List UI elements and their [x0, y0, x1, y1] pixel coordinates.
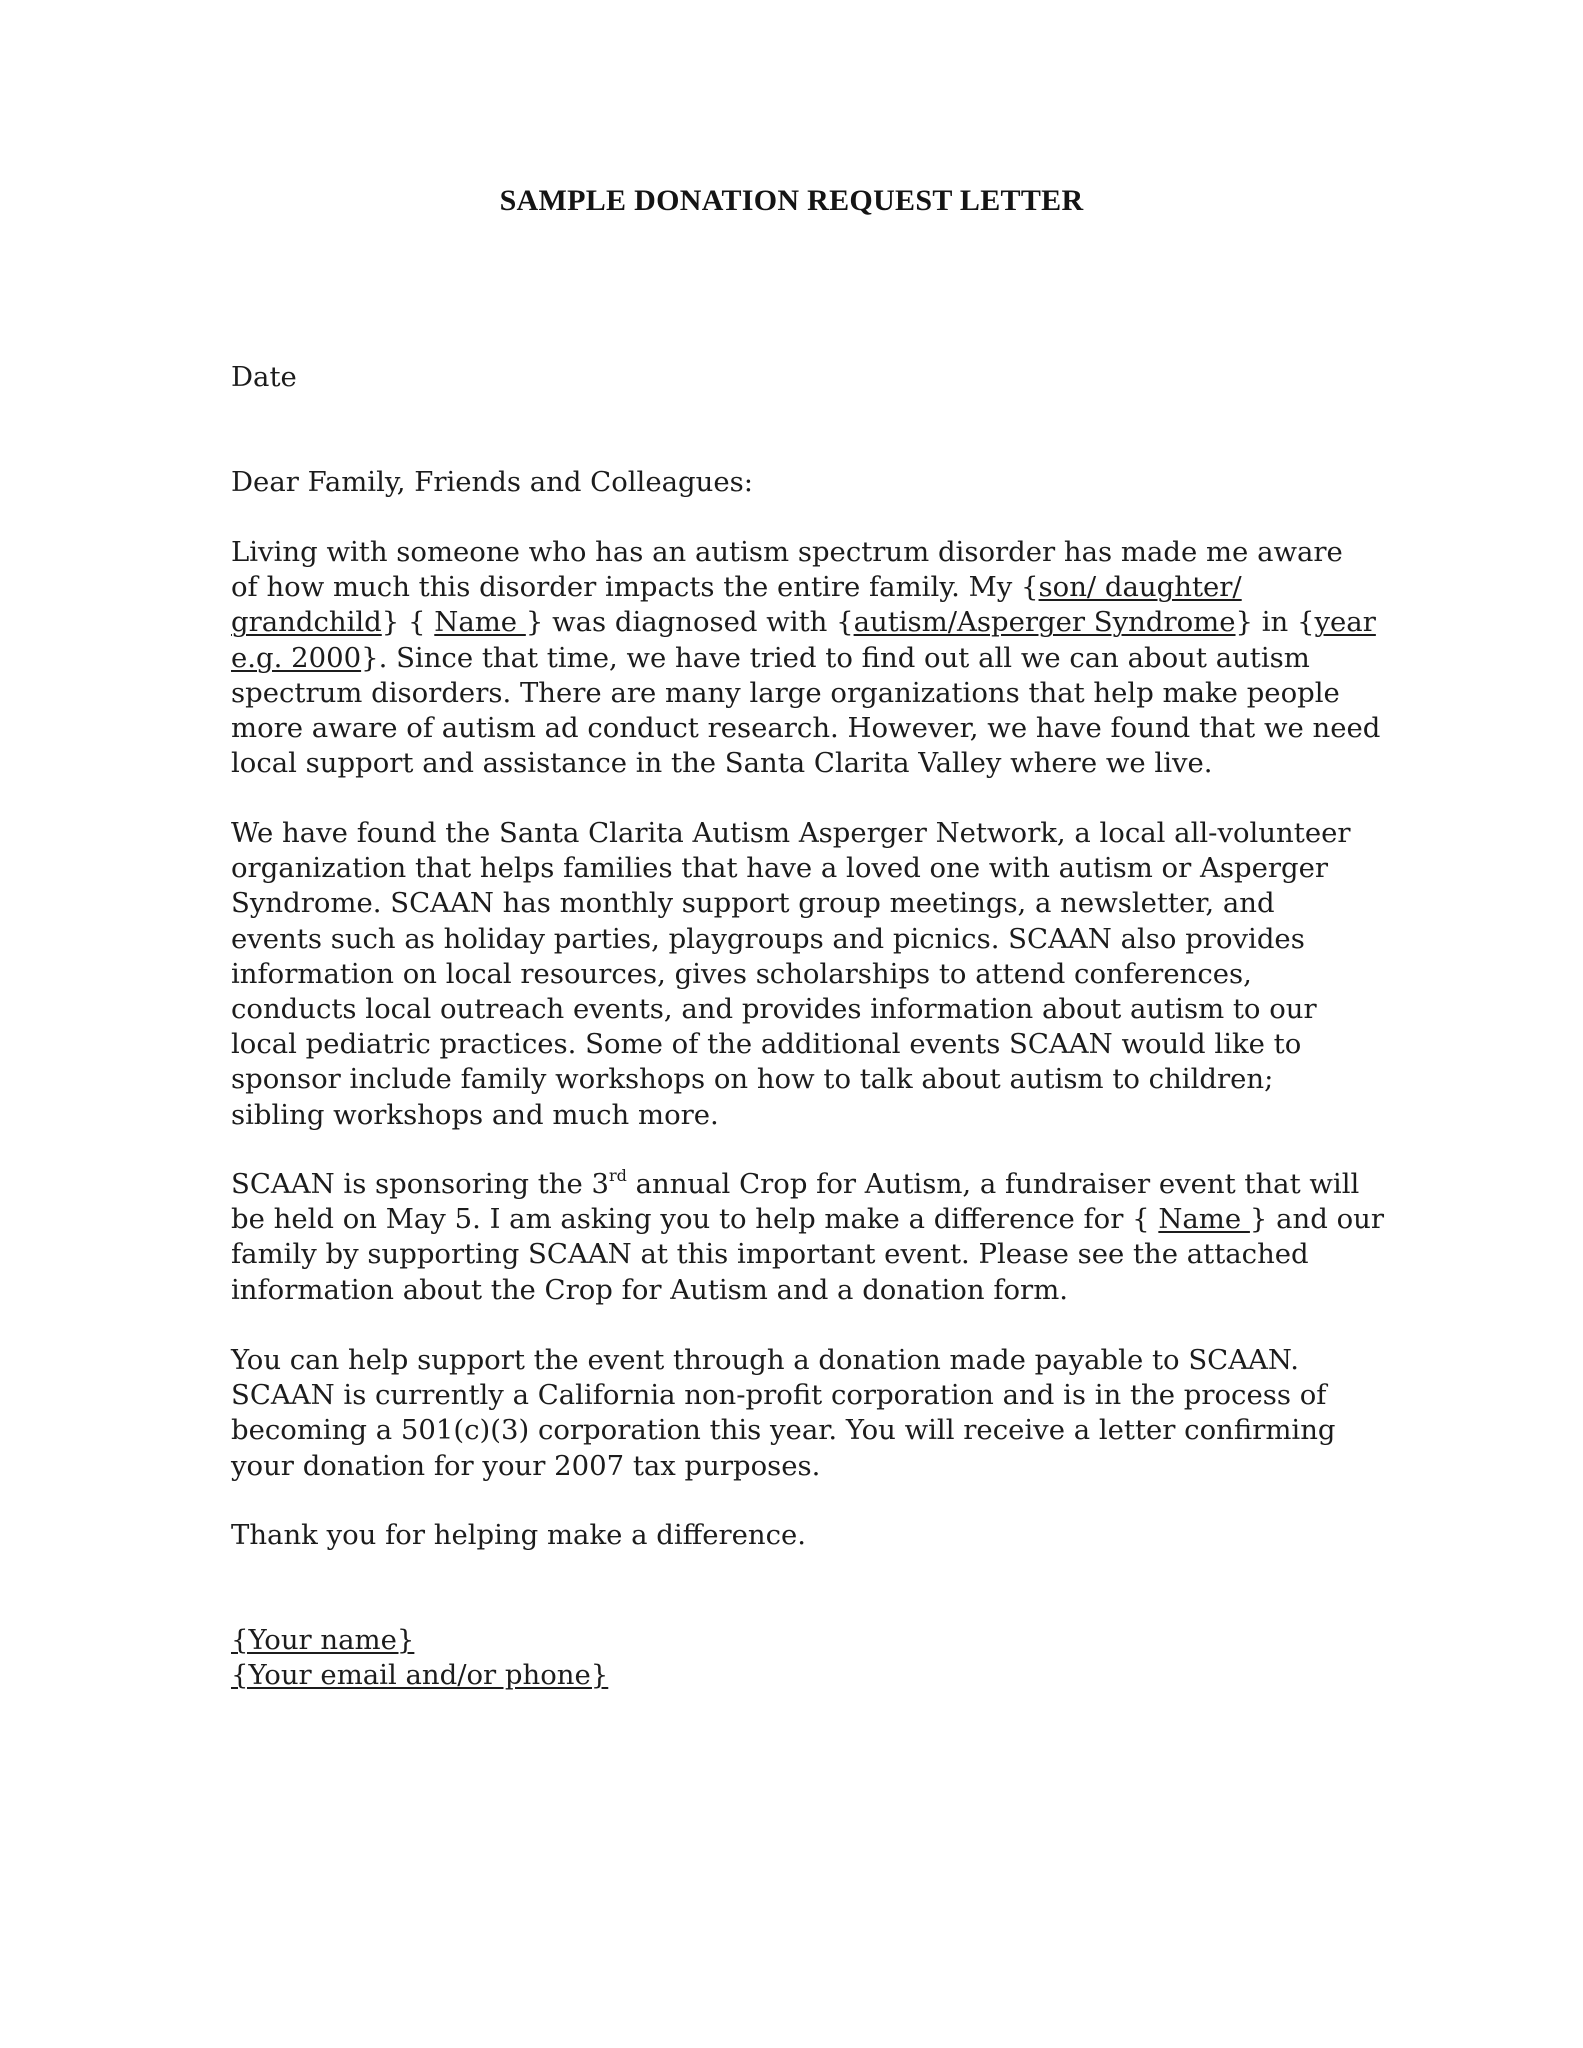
placeholder-your-name: {Your name}	[231, 1624, 415, 1656]
ordinal-suffix: rd	[608, 1166, 627, 1185]
placeholder-diagnosis: autism/Asperger Syndrome	[853, 606, 1236, 639]
paragraph-line: Syndrome. SCAAN has monthly support group meetings, a newsletter, and	[231, 887, 1275, 920]
paragraph-4	[231, 1343, 1371, 1484]
signature-block	[231, 1623, 1371, 1693]
signature-line	[231, 1658, 1371, 1693]
paragraph-line	[231, 1202, 1385, 1237]
paragraph-3	[231, 1166, 1385, 1308]
paragraph-line: conducts local outreach events, and provides information about autism to our	[231, 992, 1317, 1025]
paragraph-line	[231, 605, 1376, 640]
paragraph-line: family by supporting SCAAN at this important event. Please see the attached	[231, 1238, 1309, 1271]
paragraph-line: more aware of autism ad conduct research. However, we have found that we need	[231, 711, 1381, 744]
paragraph-line: events such as holiday parties, playgroups and picnics. SCAAN also provides	[231, 922, 1305, 955]
placeholder-year: year	[1314, 606, 1376, 639]
text-run: SCAAN is sponsoring the 3	[231, 1168, 609, 1200]
placeholder-relation: son/ daughter/	[1038, 571, 1242, 604]
paragraph-2	[231, 816, 1371, 1133]
paragraph-line: local pediatric practices. Some of the additional events SCAAN would like to	[231, 1028, 1302, 1061]
paragraph-line: sponsor include family workshops on how to talk about autism to children;	[231, 1063, 1274, 1096]
paragraph-line: We have found the Santa Clarita Autism Asperger Network, a local all-volunteer	[231, 817, 1351, 849]
greeting-line: Dear Family, Friends and Colleagues:	[231, 466, 753, 498]
text-run: be held on May 5. I am asking you to help make a difference for {	[231, 1203, 1159, 1236]
text-run: annual Crop for Autism, a fundraiser event that will	[626, 1168, 1360, 1200]
paragraph-line: spectrum disorders. There are many large organizations that help make people	[231, 676, 1340, 709]
paragraph-1	[231, 535, 1381, 781]
paragraph-line: your donation for your 2007 tax purposes.	[231, 1449, 821, 1482]
paragraph-line: You can help support the event through a donation made payable to SCAAN.	[231, 1344, 1299, 1376]
paragraph-line: local support and assistance in the Santa Clarita Valley where we live.	[231, 747, 1213, 780]
text-run: } and our	[1249, 1203, 1385, 1236]
paragraph-line	[231, 570, 1371, 605]
paragraph-line: becoming a 501(c)(3) corporation this year. You will receive a letter confirming	[231, 1414, 1336, 1447]
signature-line	[231, 1623, 1371, 1658]
placeholder-year-example: e.g. 2000	[231, 641, 362, 674]
paragraph-line: information on local resources, gives scholarships to attend conferences,	[231, 957, 1252, 990]
placeholder-name: Name	[1158, 1203, 1250, 1236]
letter-date	[231, 360, 1371, 395]
paragraph-line: Living with someone who has an autism spectrum disorder has made me aware	[231, 536, 1343, 568]
paragraph-line	[231, 641, 1371, 676]
text-run: } {	[381, 606, 435, 639]
paragraph-line: sibling workshops and much more.	[231, 1098, 719, 1131]
text-run: }. Since that time, we have tried to find out all we can about autism	[361, 641, 1310, 674]
paragraph-line: information about the Crop for Autism and a donation form.	[231, 1273, 1069, 1306]
placeholder-relation-cont: grandchild	[231, 606, 382, 639]
text-run: } in {	[1235, 606, 1315, 639]
paragraph-line	[231, 1167, 1371, 1202]
letter-greeting	[231, 465, 1371, 500]
placeholder-name: Name	[434, 606, 526, 639]
text-run: of how much this disorder impacts the entire family. My {	[231, 571, 1039, 604]
paragraph-line: Thank you for helping make a difference.	[231, 1519, 807, 1551]
paragraph-line: organization that helps families that have a loved one with autism or Asperger	[231, 852, 1329, 885]
date-line: Date	[231, 361, 297, 393]
placeholder-contact: {Your email and/or phone}	[231, 1659, 609, 1692]
paragraph-line: SCAAN is currently a California non-profit corporation and is in the process of	[231, 1379, 1327, 1412]
letter-title: SAMPLE DONATION REQUEST LETTER	[499, 184, 1084, 217]
text-run: } was diagnosed with {	[525, 606, 854, 639]
paragraph-5	[231, 1518, 1371, 1553]
